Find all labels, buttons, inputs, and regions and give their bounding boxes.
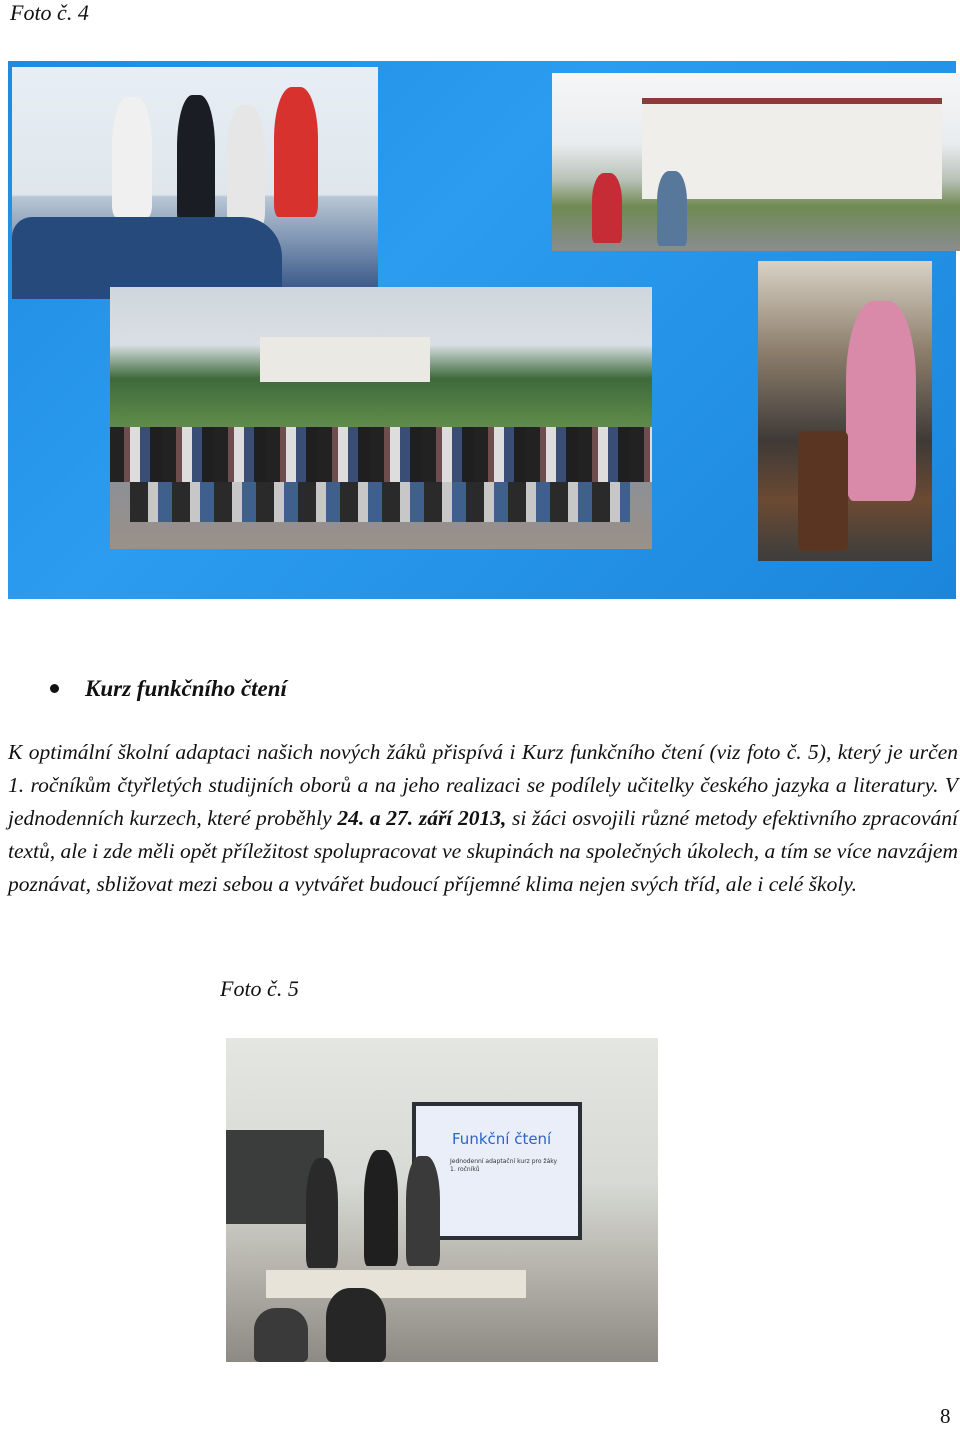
photo-5-classroom [226, 1038, 658, 1362]
paragraph-text-2: si žáci osvojili různé metody efektivního zpracování textů, ale i zde měli opět příležitost spolupracovat ve skupinách na společných úkolech, a tím se více navzájem poznávat, sbližovat mezi sebou a vytvářet budoucí příjemné klima nejen svých tříd, ale i celé školy. [8, 806, 958, 896]
collage-photo-outdoor-spa [552, 73, 960, 251]
photo-5-caption: Foto č. 5 [220, 976, 299, 1001]
section-heading [50, 676, 287, 702]
screen-subtitle: Jednodenní adaptační kurz pro žáky 1. ročníků [450, 1158, 558, 1173]
page-number: 8 [940, 1404, 951, 1428]
paragraph-dates: 24. a 27. září 2013, [337, 806, 507, 830]
collage-photo-wooden-box [758, 261, 932, 561]
collage-photo-group [110, 287, 652, 549]
section-paragraph [8, 736, 958, 901]
screen-title: Funkční čtení [452, 1130, 552, 1148]
bullet-icon [50, 684, 59, 693]
section-heading-text: Kurz funkčního čtení [85, 676, 287, 701]
photo-4-caption: Foto č. 4 [10, 0, 89, 25]
paragraph-text-1: K optimální školní adaptaci našich nových žáků přispívá i Kurz funkčního čtení (viz foto č. 5), který je určen 1. ročníkům čtyřletých studijních oborů a na jeho realizaci se podílely učitelky českého jazyka a literatury. V jednodenních kurzech, které proběhly [8, 740, 958, 830]
photo-collage [8, 61, 956, 599]
collage-photo-classroom [12, 67, 378, 299]
